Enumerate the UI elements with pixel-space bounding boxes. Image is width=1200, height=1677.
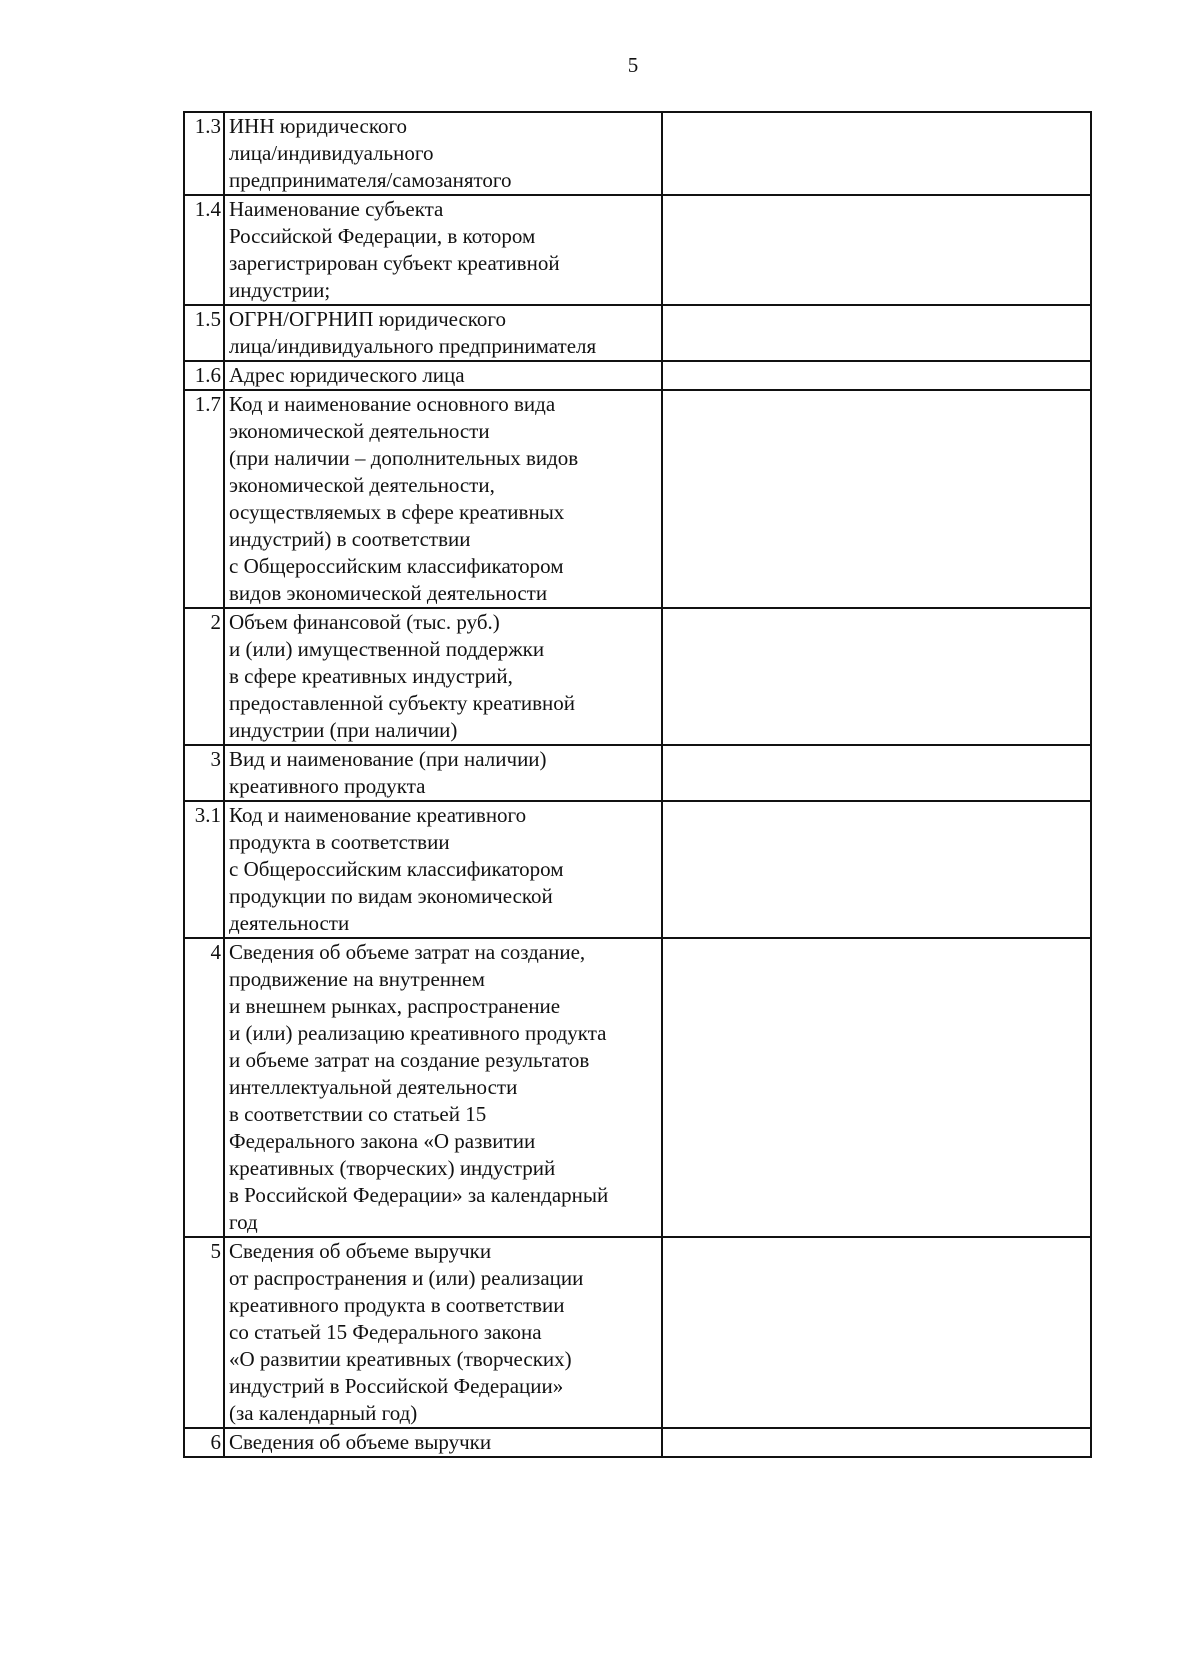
- row-label-line: и (или) реализацию креативного продукта: [229, 1021, 607, 1045]
- row-label-line: в Российской Федерации» за календарный: [229, 1183, 609, 1207]
- row-value-field[interactable]: [662, 195, 1091, 305]
- row-number: 1.5: [184, 305, 224, 361]
- row-value-field[interactable]: [662, 745, 1091, 801]
- row-label-line: «О развитии креативных (творческих): [229, 1347, 572, 1371]
- row-label-line: индустрий в Российской Федерации»: [229, 1374, 564, 1398]
- row-number: 1.6: [184, 361, 224, 390]
- row-number: 1.4: [184, 195, 224, 305]
- row-label-line: и внешнем рынках, распространение: [229, 994, 561, 1018]
- row-value-field[interactable]: [662, 112, 1091, 195]
- row-number: 4: [184, 938, 224, 1237]
- row-label-line: индустрий) в соответствии: [229, 527, 471, 551]
- row-label-line: предпринимателя/самозанятого: [229, 168, 512, 192]
- row-label-line: в соответствии со статьей 15: [229, 1102, 487, 1126]
- row-label-line: креативного продукта в соответствии: [229, 1293, 565, 1317]
- row-label-line: креативного продукта: [229, 774, 426, 798]
- table-row: [184, 801, 1091, 938]
- row-value-field[interactable]: [662, 390, 1091, 608]
- page-number: 5: [627, 53, 639, 77]
- row-label: [224, 745, 662, 801]
- table-row: [184, 195, 1091, 305]
- table-row: [184, 390, 1091, 608]
- row-label: [224, 390, 662, 608]
- row-label-line: Код и наименование основного вида: [229, 392, 556, 416]
- table-row: [184, 361, 1091, 390]
- row-label-line: от распространения и (или) реализации: [229, 1266, 584, 1290]
- row-value-field[interactable]: [662, 1428, 1091, 1457]
- row-label-line: Объем финансовой (тыс. руб.): [229, 610, 500, 634]
- row-value-field[interactable]: [662, 305, 1091, 361]
- row-label-line: продукции по видам экономической: [229, 884, 553, 908]
- row-label-line: Федерального закона «О развитии: [229, 1129, 536, 1153]
- row-number: 1.7: [184, 390, 224, 608]
- table-row: [184, 608, 1091, 745]
- table-row: [184, 938, 1091, 1237]
- row-number: 6: [184, 1428, 224, 1457]
- row-label-line: продвижение на внутреннем: [229, 967, 485, 991]
- form-table-body: [184, 112, 1091, 1457]
- row-label: [224, 1237, 662, 1428]
- table-row: [184, 1237, 1091, 1428]
- row-number: 3: [184, 745, 224, 801]
- row-label: [224, 801, 662, 938]
- row-label: [224, 938, 662, 1237]
- row-label-line: интеллектуальной деятельности: [229, 1075, 518, 1099]
- row-label-line: предоставленной субъекту креативной: [229, 691, 576, 715]
- row-label-line: креативных (творческих) индустрий: [229, 1156, 556, 1180]
- row-label-line: (при наличии – дополнительных видов: [229, 446, 579, 470]
- row-label: [224, 1428, 662, 1457]
- row-label: [224, 608, 662, 745]
- row-label-line: осуществляемых в сфере креативных: [229, 500, 565, 524]
- row-label-line: индустрии;: [229, 278, 331, 302]
- row-label-line: Российской Федерации, в котором: [229, 224, 536, 248]
- row-label-line: лица/индивидуального предпринимателя: [229, 334, 597, 358]
- row-label-line: и (или) имущественной поддержки: [229, 637, 545, 661]
- row-label-line: Код и наименование креативного: [229, 803, 527, 827]
- table-row: [184, 1428, 1091, 1457]
- row-value-field[interactable]: [662, 801, 1091, 938]
- row-label: [224, 305, 662, 361]
- table-row: [184, 305, 1091, 361]
- row-label-line: ОГРН/ОГРНИП юридического: [229, 307, 507, 331]
- row-label-line: Сведения об объеме выручки: [229, 1430, 492, 1454]
- row-label-line: Адрес юридического лица: [229, 363, 465, 387]
- row-value-field[interactable]: [662, 1237, 1091, 1428]
- row-label-line: год: [229, 1210, 258, 1234]
- row-label-line: Сведения об объеме выручки: [229, 1239, 492, 1263]
- row-label-line: Вид и наименование (при наличии): [229, 747, 547, 771]
- row-label-line: экономической деятельности: [229, 419, 490, 443]
- row-label-line: деятельности: [229, 911, 350, 935]
- row-label: [224, 112, 662, 195]
- row-label-line: продукта в соответствии: [229, 830, 450, 854]
- row-label-line: с Общероссийским классификатором: [229, 857, 564, 881]
- row-value-field[interactable]: [662, 608, 1091, 745]
- row-label-line: зарегистрирован субъект креативной: [229, 251, 560, 275]
- row-label-line: ИНН юридического: [229, 114, 408, 138]
- row-number: 3.1: [184, 801, 224, 938]
- row-number: 1.3: [184, 112, 224, 195]
- row-number: 5: [184, 1237, 224, 1428]
- row-label-line: видов экономической деятельности: [229, 581, 548, 605]
- row-label: [224, 195, 662, 305]
- row-label-line: (за календарный год): [229, 1401, 418, 1425]
- row-label: [224, 361, 662, 390]
- row-label-line: с Общероссийским классификатором: [229, 554, 564, 578]
- row-label-line: лица/индивидуального: [229, 141, 434, 165]
- table-row: [184, 745, 1091, 801]
- row-number: 2: [184, 608, 224, 745]
- row-value-field[interactable]: [662, 361, 1091, 390]
- table-row: [184, 112, 1091, 195]
- row-label-line: Наименование субъекта: [229, 197, 444, 221]
- row-label-line: со статьей 15 Федерального закона: [229, 1320, 542, 1344]
- row-label-line: в сфере креативных индустрий,: [229, 664, 513, 688]
- row-label-line: экономической деятельности,: [229, 473, 495, 497]
- row-label-line: и объеме затрат на создание результатов: [229, 1048, 590, 1072]
- row-value-field[interactable]: [662, 938, 1091, 1237]
- row-label-line: Сведения об объеме затрат на создание,: [229, 940, 586, 964]
- form-table: [183, 111, 1092, 1458]
- row-label-line: индустрии (при наличии): [229, 718, 458, 742]
